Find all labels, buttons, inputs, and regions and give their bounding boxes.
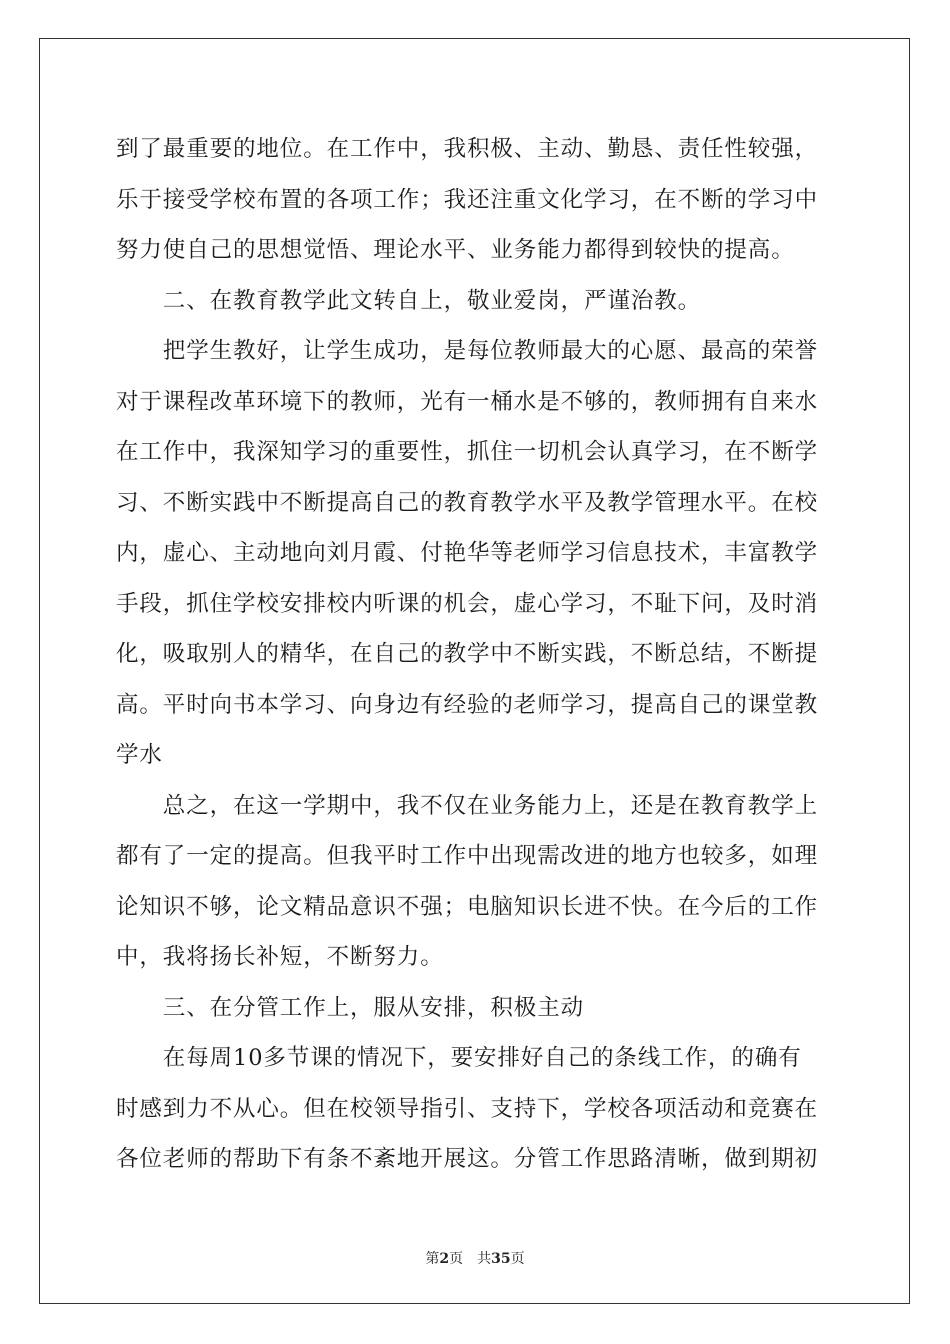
footer-page-suffix: 页	[449, 1251, 464, 1267]
text-line: 论知识不够，论文精品意识不强；电脑知识长进不快。在今后的工作	[116, 893, 819, 920]
section-heading-2: 二、在教育教学此文转自上，敬业爱岗，严谨治教。	[116, 287, 702, 314]
text-line: 对于课程改革环境下的教师，光有一桶水是不够的，教师拥有自来水	[116, 388, 819, 415]
text-line: 总之，在这一学期中，我不仅在业务能力上，还是在教育教学上	[116, 792, 819, 819]
text-line: 高。平时向书本学习、向身边有经验的老师学习，提高自己的课堂教	[116, 691, 819, 718]
text-line: 手段，抓住学校安排校内听课的机会，虚心学习，不耻下问，及时消	[116, 590, 819, 617]
text-line: 各位老师的帮助下有条不紊地开展这。分管工作思路清晰，做到期初	[116, 1146, 819, 1172]
footer-prefix: 第	[425, 1251, 440, 1267]
footer-total-suffix: 页	[510, 1251, 525, 1267]
page-footer	[0, 1250, 950, 1268]
text-line: 内，虚心、主动地向刘月霞、付艳华等老师学习信息技术，丰富教学	[116, 540, 819, 566]
text-line: 习、不断实践中不断提高自己的教育教学水平及教学管理水平。在校	[116, 489, 819, 516]
footer-total-prefix: 共	[477, 1251, 492, 1267]
text-line: 学水	[116, 742, 163, 768]
text-line: 在工作中，我深知学习的重要性，抓住一切机会认真学习，在不断学	[116, 439, 819, 465]
page-number: 2	[439, 1251, 450, 1267]
text-line: 时感到力不从心。但在校领导指引、支持下，学校各项活动和竞赛在	[116, 1095, 819, 1122]
text-line: 在每周10多节课的情况下，要安排好自己的条线工作，的确有	[116, 1045, 802, 1071]
total-pages: 35	[491, 1251, 511, 1267]
section-heading-3: 三、在分管工作上，服从安排，积极主动	[116, 994, 585, 1021]
text-line: 把学生教好，让学生成功，是每位教师最大的心愿、最高的荣誉	[116, 338, 819, 364]
text-line: 中，我将扬长补短，不断努力。	[116, 944, 444, 970]
text-line: 到了最重要的地位。在工作中，我积极、主动、勤恳、责任性较强，	[116, 136, 819, 162]
document-body	[116, 124, 836, 1185]
text-line: 乐于接受学校布置的各项工作；我还注重文化学习，在不断的学习中	[116, 186, 819, 213]
text-line: 都有了一定的提高。但我平时工作中出现需改进的地方也较多，如理	[116, 843, 819, 869]
text-line: 努力使自己的思想觉悟、理论水平、业务能力都得到较快的提高。	[116, 237, 795, 263]
text-line: 化，吸取别人的精华，在自己的教学中不断实践，不断总结，不断提	[116, 641, 819, 667]
